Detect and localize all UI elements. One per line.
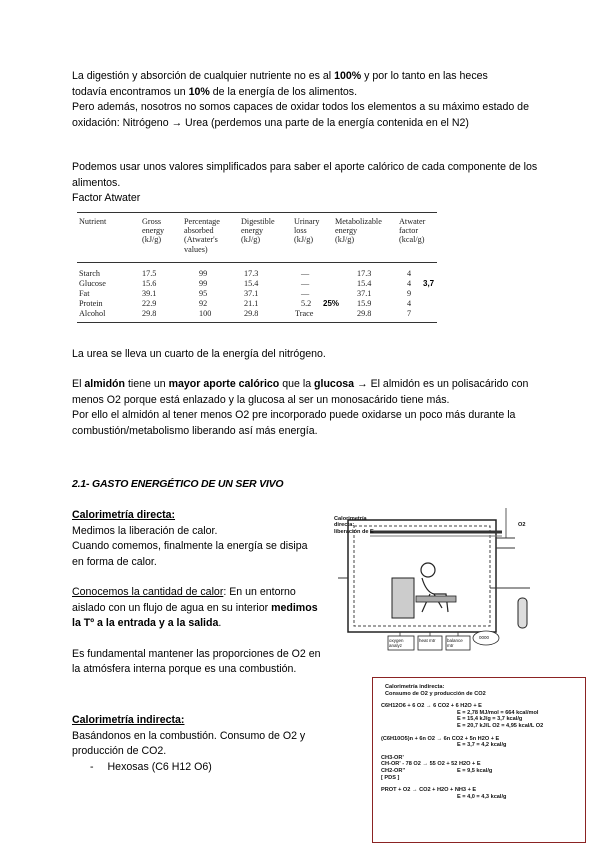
cell: Starch [79, 269, 100, 278]
o2-proportions: Es fundamental mantener las proporciones de O2 en la atmósfera interna porque es una combustión. [72, 647, 321, 675]
cell: 37.1 [244, 289, 259, 298]
cell: 7 [407, 309, 412, 318]
cell: 9 [407, 289, 412, 298]
calorimeter-diagram [330, 508, 540, 658]
digestion-text: La digestión y absorción de cualquier nutriente no es al 100% y por lo tanto en las heces [72, 70, 488, 82]
eq-fat-e: E = 9,5 kcal/g [457, 767, 493, 774]
eq-fat-2: CH-OR' - 78 O2 → 55 O2 + 52 H2O + E [381, 761, 481, 768]
cell: 15.4 [244, 279, 259, 288]
cell: 29.8 [357, 309, 372, 318]
cell: 29.8 [244, 309, 259, 318]
eq-protein-e: E = 4,0 = 4,3 kcal/g [457, 793, 507, 800]
diagram-box-heat: heat mtr [419, 638, 436, 643]
hexoses-bullet: - Hexosas (C6 H12 O6) [90, 760, 212, 773]
header-metabolizable: Metabolizable energy (kJ/g) [335, 217, 382, 245]
table-row [77, 279, 437, 289]
known-heat: Conocemos la cantidad de calor: En un entorno aislado con un flujo de agua en su interior medimos la Tº a la entrada y a la salida. [72, 586, 318, 629]
cell: — [301, 269, 310, 278]
cell: 21.1 [244, 299, 259, 308]
eq-title: Calorimetría indirecta: [385, 684, 445, 690]
cell: 5.2 [301, 299, 312, 308]
diagram-o2-label: O2 [518, 522, 526, 528]
table-row [77, 289, 437, 299]
cell: 17.3 [244, 269, 259, 278]
eq-fat-1: CH3-OR' [381, 754, 404, 761]
starch-vs-glucose: El almidón tiene un mayor aporte calórico que la glucosa → El almidón es un polisacárido con menos O2 porque está enlazado y la glucosa al ser un monosacárido tiene más. [72, 378, 529, 406]
starch-paragraph [72, 377, 542, 439]
table-row [77, 309, 437, 319]
diagram-box-balance: balance mtr [447, 638, 463, 648]
diagram-meter: 0000 [479, 635, 490, 640]
cell: 17.5 [142, 269, 157, 278]
urea-text: La urea se lleva un cuarto de la energía del nitrógeno. [72, 348, 326, 360]
intro-paragraph [72, 69, 542, 131]
cell: Trace [295, 309, 314, 318]
cell: 15.4 [357, 279, 372, 288]
direct-title: Calorimetría directa: [72, 509, 176, 521]
cell: 4 [407, 299, 412, 308]
eq-starch: (C6H10O5)n + 6n O2 → 6n CO2 + 5n H2O + E [381, 735, 500, 742]
section-heading: 2.1- GASTO ENERGÉTICO DE UN SER VIVO [72, 478, 284, 490]
direct-calorimetry [72, 508, 322, 678]
direct-line1: Medimos la liberación de calor. [72, 524, 218, 537]
direct-line2: Cuando comemos, finalmente la energía se disipa en forma de calor. [72, 540, 308, 568]
eq-hexose: C6H12O6 + 6 O2 → 6 CO2 + 6 H2O + E [381, 703, 482, 710]
protein-note: 25% [323, 299, 340, 308]
eq-protein: PROT + O2 → CO2 + H2O + NH3 + E [381, 787, 477, 794]
cell: 95 [199, 289, 208, 298]
header-gross: Gross energy (kJ/g) [142, 217, 165, 245]
header-urinary: Urinary loss (kJ/g) [294, 217, 320, 245]
cell: 37.1 [357, 289, 372, 298]
cell: — [301, 289, 310, 298]
indirect-equations-box [372, 677, 586, 843]
cell: Glucose [79, 279, 106, 288]
cell: Alcohol [79, 309, 106, 318]
cell: 100 [199, 309, 212, 318]
cell: 15.9 [357, 299, 372, 308]
cell: 4 [407, 269, 412, 278]
header-digestible: Digestible energy (kJ/g) [241, 217, 275, 245]
cell: — [301, 279, 310, 288]
atwater-table [77, 212, 437, 329]
oxidation-text: Pero además, nosotros no somos capaces de oxidar todos los elementos a su máximo estado de oxidación: Nitrógeno → Urea (perdemos una parte de la energía contenida en el N2) [72, 101, 529, 129]
eq-fat-3: CH2-OR'' [381, 767, 406, 774]
cell: 4 [407, 279, 412, 288]
cell: 99 [199, 269, 208, 278]
header-absorbed: Percentage absorbed (Atwater's values) [184, 217, 220, 254]
glucose-note: 3,7 [423, 279, 435, 288]
cell: Protein [79, 299, 103, 308]
atwater-label: Factor Atwater [72, 192, 141, 204]
eq-subtitle: Consumo de O2 y producción de CO2 [385, 690, 486, 697]
heces-text: todavía encontramos un 10% de la energía de los alimentos. [72, 85, 358, 98]
eq-starch-e: E = 3,7 = 4,2 kcal/g [457, 742, 507, 749]
table-row [77, 299, 437, 309]
eq-hexose-e3: E = 20,7 kJ/L O2 = 4,95 kcal/L O2 [457, 722, 544, 729]
cell: 29.8 [142, 309, 157, 318]
cell: 99 [199, 279, 208, 288]
simplified-values-text: Podemos usar unos valores simplificados para saber el aporte calórico de cada componente de los alimentos. [72, 161, 538, 189]
cell: 17.3 [357, 269, 372, 278]
cell: 39.1 [142, 289, 157, 298]
starch-oxidation: Por ello el almidón al tener menos O2 pre incorporado puede oxidarse un poco más durante la combustión/metabolismo liberando así más energía. [72, 409, 516, 437]
indirect-line1: Basándonos en la combustión. Consumo de O2 y producción de CO2. [72, 729, 306, 757]
header-atwater: Atwater factor (kcal/g) [399, 217, 426, 245]
eq-fat-pds: [ PDS ] [381, 774, 400, 781]
cell: 92 [199, 299, 208, 308]
eq-hexose-e2: E = 15,4 kJ/g = 3,7 kcal/g [457, 716, 523, 723]
indirect-title: Calorimetría indirecta: [72, 714, 185, 726]
table-row [77, 269, 437, 279]
diagram-label: Calorimetría directa: liberación de E [334, 516, 374, 535]
eq-hexose-e1: E = 2,78 MJ/mol = 664 kcal/mol [457, 709, 539, 716]
indirect-calorimetry [72, 713, 327, 775]
diagram-box-oxygen: oxygen analyz [389, 638, 404, 648]
cell: 22.9 [142, 299, 157, 308]
atwater-intro [72, 160, 542, 207]
header-nutrient: Nutrient [79, 217, 107, 226]
cell: 15.6 [142, 279, 157, 288]
cell: Fat [79, 289, 90, 298]
